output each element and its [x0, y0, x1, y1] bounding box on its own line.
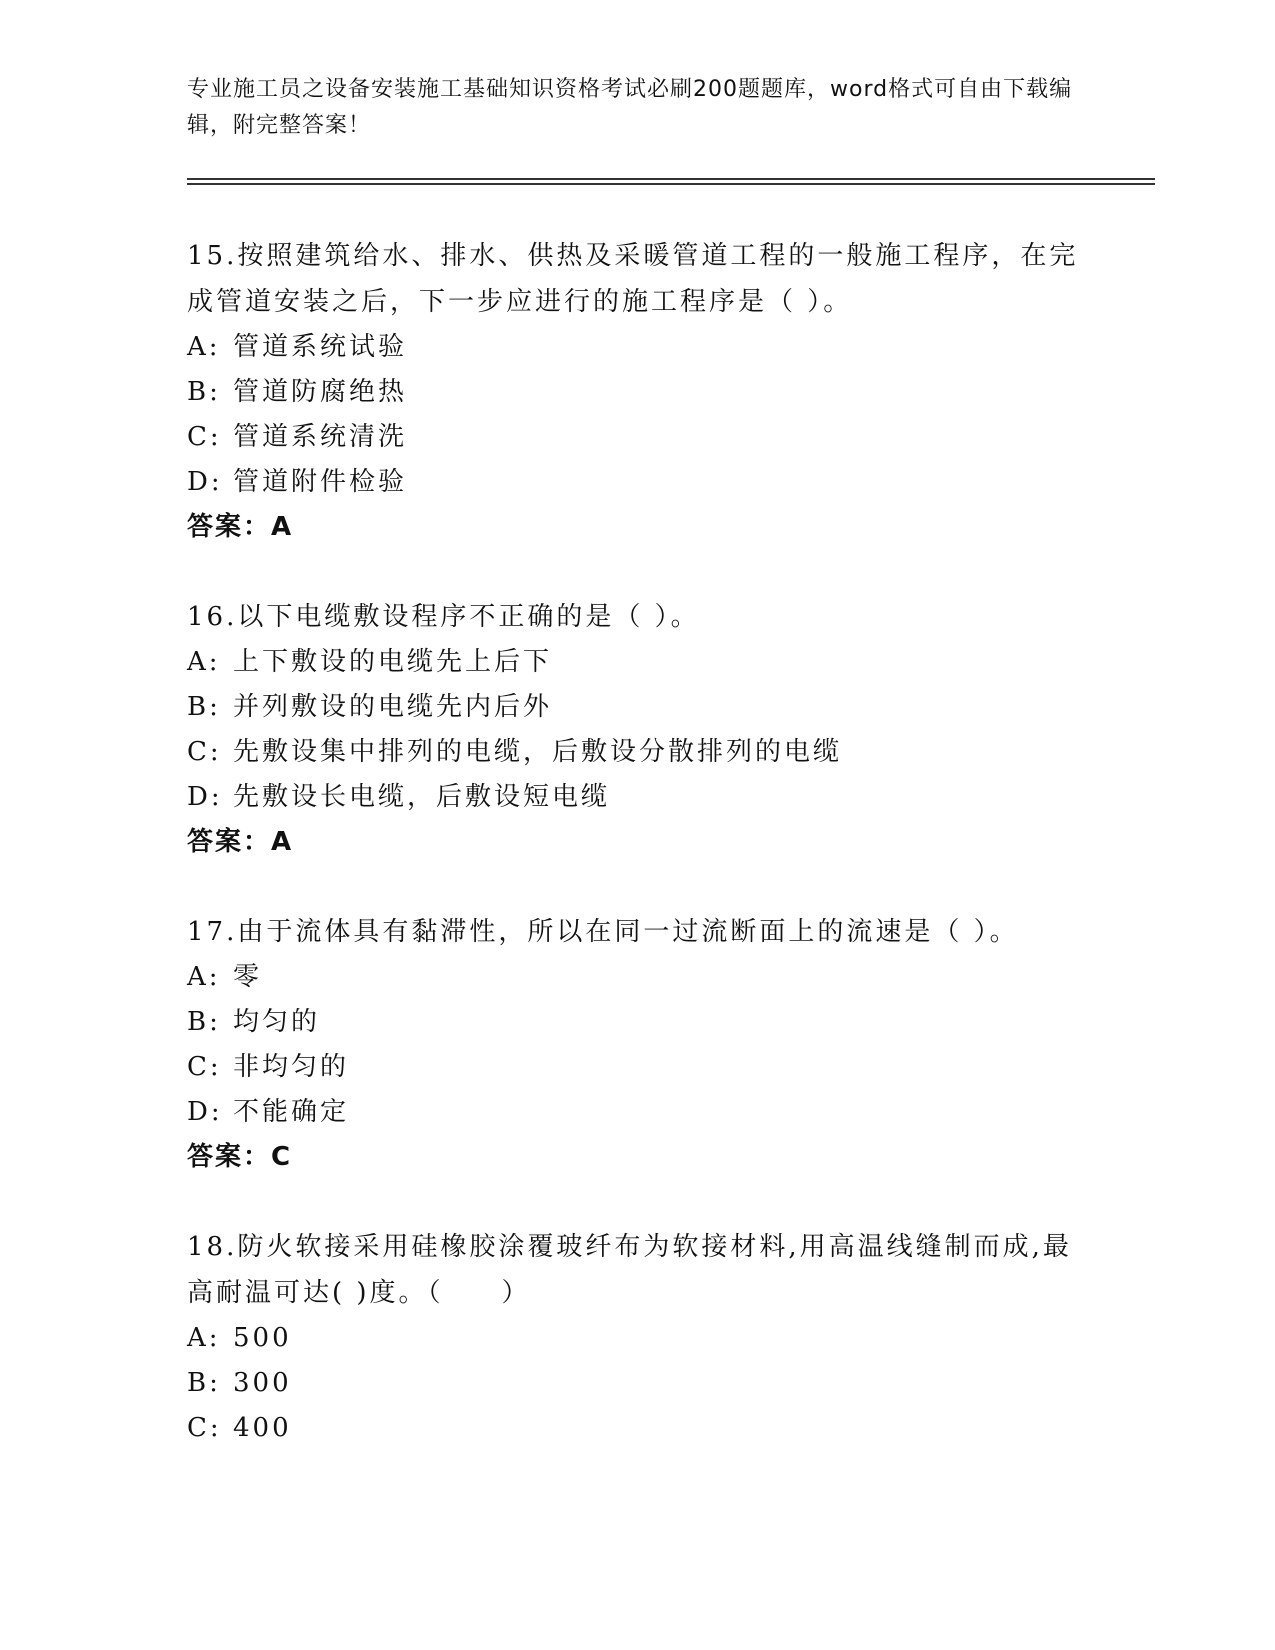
option-key: C: — [187, 1413, 222, 1443]
option-text: 先敷设集中排列的电缆，后敷设分散排列的电缆 — [233, 737, 843, 767]
option-c — [187, 1406, 1087, 1451]
option-key: D: — [187, 1097, 223, 1127]
option-key: A: — [187, 332, 221, 362]
option-text: 管道系统试验 — [233, 332, 408, 362]
answer-line: 答案：C — [187, 1142, 293, 1172]
question-16 — [187, 594, 1087, 865]
option-text: 400 — [233, 1413, 292, 1443]
option-d — [187, 1090, 1087, 1135]
option-text: 管道防腐绝热 — [233, 377, 408, 407]
option-d — [187, 460, 1087, 505]
option-key: C: — [187, 422, 222, 452]
option-c — [187, 730, 1087, 775]
option-key: A: — [187, 962, 221, 992]
option-key: C: — [187, 737, 222, 767]
option-b — [187, 1361, 1087, 1406]
option-text: 零 — [233, 962, 263, 992]
option-key: B: — [187, 692, 221, 722]
option-text: 上下敷设的电缆先上后下 — [233, 647, 553, 677]
question-17 — [187, 909, 1087, 1180]
question-15 — [187, 233, 1087, 550]
option-d — [187, 775, 1087, 820]
option-text: 管道附件检验 — [233, 467, 408, 497]
question-stem: 15.按照建筑给水、排水、供热及采暖管道工程的一般施工程序，在完成管道安装之后，下一步应进行的施工程序是（ ）。 — [187, 241, 1079, 317]
option-a — [187, 1316, 1087, 1361]
header-divider-bottom — [187, 183, 1155, 185]
answer-line: 答案：A — [187, 827, 294, 857]
option-key: D: — [187, 467, 223, 497]
option-a — [187, 640, 1087, 685]
option-a — [187, 955, 1087, 1000]
option-c — [187, 1045, 1087, 1090]
question-stem: 18.防火软接采用硅橡胶涂覆玻纤布为软接材料,用高温线缝制而成,最高耐温可达( )度。（ ） — [187, 1232, 1072, 1308]
option-text: 均匀的 — [233, 1007, 321, 1037]
option-text: 管道系统清洗 — [233, 422, 408, 452]
option-key: B: — [187, 1007, 221, 1037]
option-text: 先敷设长电缆，后敷设短电缆 — [233, 782, 611, 812]
option-key: C: — [187, 1052, 222, 1082]
option-b — [187, 685, 1087, 730]
option-key: D: — [187, 782, 223, 812]
question-list — [187, 233, 1087, 1495]
option-b — [187, 1000, 1087, 1045]
option-text: 300 — [233, 1368, 292, 1398]
option-text: 500 — [233, 1323, 292, 1353]
option-text: 并列敷设的电缆先内后外 — [233, 692, 553, 722]
answer-line: 答案：A — [187, 512, 294, 542]
header-divider-top — [187, 178, 1155, 180]
option-text: 非均匀的 — [233, 1052, 350, 1082]
question-stem: 16.以下电缆敷设程序不正确的是（ ）。 — [187, 602, 700, 632]
option-a — [187, 325, 1087, 370]
option-key: A: — [187, 647, 221, 677]
question-stem: 17.由于流体具有黏滞性，所以在同一过流断面上的流速是（ ）。 — [187, 917, 1019, 947]
document-header: 专业施工员之设备安装施工基础知识资格考试必刷200题题库，word格式可自由下载编辑，附完整答案！ — [187, 77, 1073, 138]
option-key: A: — [187, 1323, 221, 1353]
option-b — [187, 370, 1087, 415]
option-c — [187, 415, 1087, 460]
option-key: B: — [187, 377, 221, 407]
option-text: 不能确定 — [233, 1097, 350, 1127]
option-key: B: — [187, 1368, 221, 1398]
question-18 — [187, 1224, 1087, 1451]
